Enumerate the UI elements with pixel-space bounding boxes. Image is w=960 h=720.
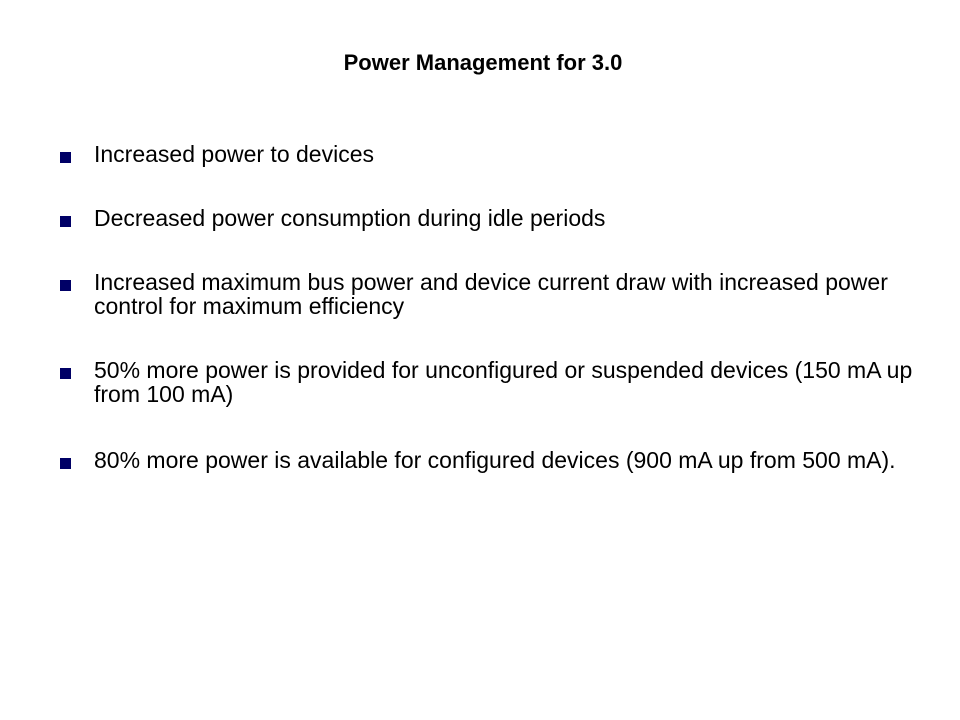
square-bullet-icon [60,368,71,379]
square-bullet-icon [60,152,71,163]
bullet-text: Increased maximum bus power and device current draw with increased power control for maximum efficiency [94,269,888,319]
square-bullet-icon [60,458,71,469]
bullet-text: Increased power to devices [94,141,374,167]
slide-title: Power Management for 3.0 [343,50,623,75]
bullet-text: Decreased power consumption during idle periods [94,205,606,231]
square-bullet-icon [60,216,71,227]
square-bullet-icon [60,280,71,291]
bullet-text: 50% more power is provided for unconfigured or suspended devices (150 mA up from 100 mA) [94,357,913,407]
bullet-text: 80% more power is available for configured devices (900 mA up from 500 mA). [94,447,896,473]
